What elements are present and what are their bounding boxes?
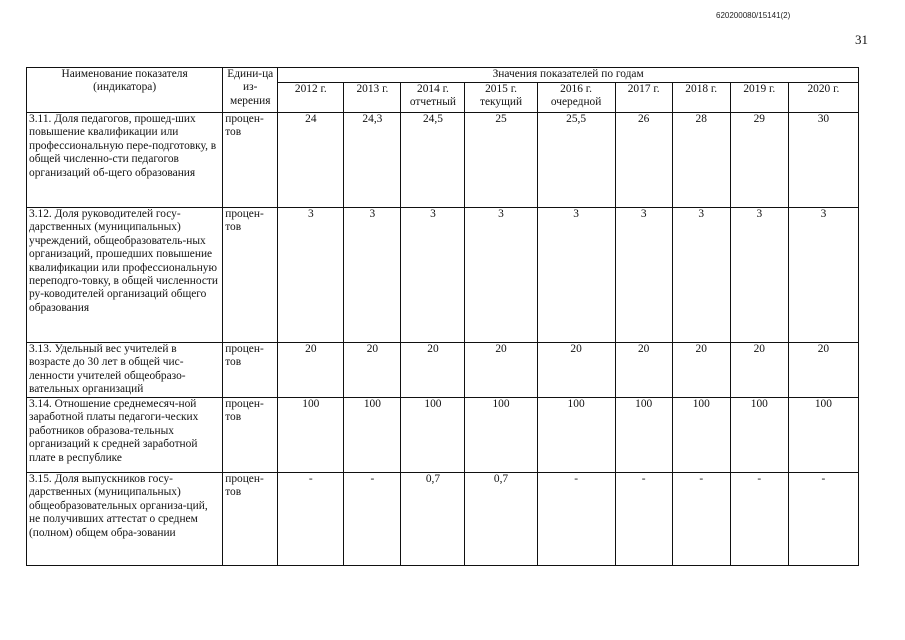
indicator-name: 3.12. Доля руководителей госу-дарственных (муниципальных) учреждений, общеобразователь-ных организаций, прошедших повышение квалификации или профессиональную переподго-товку, в общей численности ру-ководителей организаций общего образования — [27, 208, 223, 343]
indicator-value: - — [344, 473, 401, 566]
header-year: 2015 г. текущий — [465, 83, 537, 113]
indicator-value: 24,3 — [344, 113, 401, 208]
indicator-value: 24 — [278, 113, 344, 208]
indicator-value: - — [730, 473, 788, 566]
indicator-value: 20 — [615, 343, 672, 398]
indicator-value: 3 — [730, 208, 788, 343]
indicator-value: 3 — [537, 208, 615, 343]
indicator-name: 3.15. Доля выпускников госу-дарственных (муниципальных) общеобразовательных организа-ций, не получивших аттестат о среднем (полном) общем обра-зовании — [27, 473, 223, 566]
indicators-table — [26, 67, 859, 566]
indicator-value: - — [788, 473, 858, 566]
indicator-value: - — [672, 473, 730, 566]
indicator-value: 20 — [465, 343, 537, 398]
indicator-value: 25,5 — [537, 113, 615, 208]
indicator-value: 3 — [672, 208, 730, 343]
indicator-value: - — [537, 473, 615, 566]
indicator-value: 20 — [672, 343, 730, 398]
indicator-value: 20 — [730, 343, 788, 398]
indicator-name: 3.13. Удельный вес учителей в возрасте до 30 лет в общей чис-ленности учителей общеобразо-вательных организаций — [27, 343, 223, 398]
header-values-by-year: Значения показателей по годам — [278, 68, 859, 83]
indicator-value: 0,7 — [401, 473, 465, 566]
indicator-value: 25 — [465, 113, 537, 208]
header-row-top — [27, 68, 859, 83]
indicator-value: 0,7 — [465, 473, 537, 566]
header-unit: Едини-ца из-мерения — [223, 68, 278, 113]
header-year: 2020 г. — [788, 83, 858, 113]
indicator-unit: процен-тов — [223, 343, 278, 398]
indicator-value: 20 — [537, 343, 615, 398]
indicator-value: 3 — [788, 208, 858, 343]
indicator-value: 24,5 — [401, 113, 465, 208]
indicator-value: - — [278, 473, 344, 566]
indicator-value: 100 — [401, 398, 465, 473]
indicator-value: - — [615, 473, 672, 566]
indicator-value: 20 — [278, 343, 344, 398]
header-year: 2016 г. очередной — [537, 83, 615, 113]
indicator-value: 3 — [278, 208, 344, 343]
indicator-unit: процен-тов — [223, 473, 278, 566]
indicator-value: 100 — [788, 398, 858, 473]
header-year: 2018 г. — [672, 83, 730, 113]
indicator-unit: процен-тов — [223, 113, 278, 208]
header-indicator-name: Наименование показателя (индикатора) — [27, 68, 223, 113]
indicator-value: 100 — [615, 398, 672, 473]
indicator-value: 100 — [537, 398, 615, 473]
header-year: 2019 г. — [730, 83, 788, 113]
indicator-value: 20 — [788, 343, 858, 398]
table-row — [27, 398, 859, 473]
indicator-value: 26 — [615, 113, 672, 208]
indicator-value: 28 — [672, 113, 730, 208]
header-year: 2014 г. отчетный — [401, 83, 465, 113]
table-row — [27, 113, 859, 208]
indicator-unit: процен-тов — [223, 398, 278, 473]
document-id: 620200080/15141(2) — [716, 11, 791, 20]
indicator-value: 20 — [344, 343, 401, 398]
indicator-value: 100 — [730, 398, 788, 473]
indicator-value: 100 — [465, 398, 537, 473]
indicator-value: 3 — [344, 208, 401, 343]
indicator-value: 3 — [615, 208, 672, 343]
header-year: 2012 г. — [278, 83, 344, 113]
indicator-value: 20 — [401, 343, 465, 398]
header-year: 2017 г. — [615, 83, 672, 113]
indicator-value: 100 — [344, 398, 401, 473]
indicator-value: 100 — [672, 398, 730, 473]
indicator-value: 100 — [278, 398, 344, 473]
table-row — [27, 343, 859, 398]
indicator-value: 3 — [401, 208, 465, 343]
page-number: 31 — [855, 32, 868, 47]
indicator-unit: процен-тов — [223, 208, 278, 343]
header-year: 2013 г. — [344, 83, 401, 113]
table-row — [27, 473, 859, 566]
indicator-value: 30 — [788, 113, 858, 208]
indicator-name: 3.11. Доля педагогов, прошед-ших повышение квалификации или профессиональную пере-подготовку, в общей численно-сти педагогов организаций об-щего образования — [27, 113, 223, 208]
indicator-name: 3.14. Отношение среднемесяч-ной заработной платы педагоги-ческих работников образова-тельных организаций к средней заработной плате в республике — [27, 398, 223, 473]
table-row — [27, 208, 859, 343]
indicator-value: 3 — [465, 208, 537, 343]
indicator-value: 29 — [730, 113, 788, 208]
